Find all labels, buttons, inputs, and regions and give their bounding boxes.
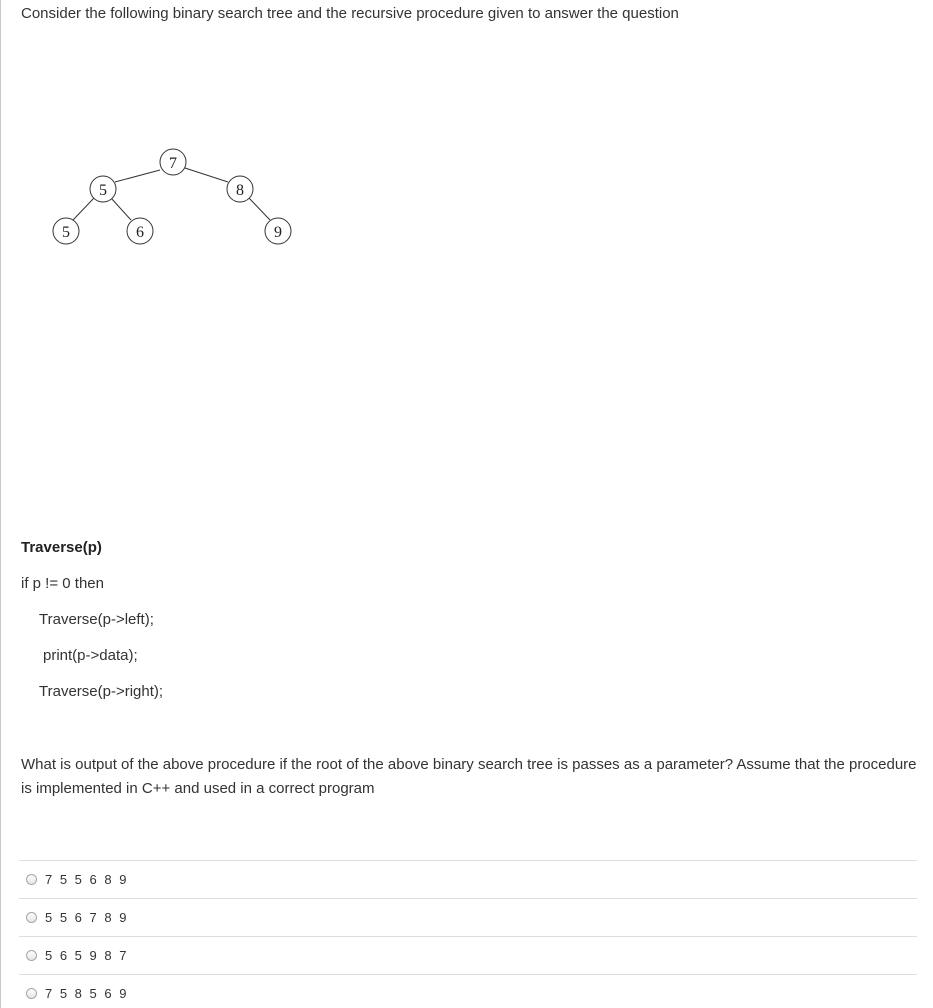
tree-node-left-left bbox=[53, 218, 79, 244]
answer-option-label: 7 5 8 5 6 9 bbox=[45, 986, 129, 1001]
tree-node-right-right bbox=[265, 218, 291, 244]
edge-7-5 bbox=[115, 170, 160, 182]
tree-node-right-label: 8 bbox=[236, 182, 244, 199]
edge-7-8 bbox=[185, 168, 228, 182]
tree-node-left-left-label: 5 bbox=[62, 224, 70, 241]
answer-option-label: 7 5 5 6 8 9 bbox=[45, 872, 129, 887]
answer-option-4[interactable] bbox=[19, 974, 917, 1008]
edge-5-5 bbox=[73, 198, 94, 220]
procedure-line-traverse-left: Traverse(p->left); bbox=[39, 611, 154, 628]
radio-button[interactable] bbox=[26, 874, 37, 885]
radio-button[interactable] bbox=[26, 912, 37, 923]
answer-option-label: 5 6 5 9 8 7 bbox=[45, 948, 129, 963]
tree-node-left-right bbox=[127, 218, 153, 244]
answer-option-label: 5 5 6 7 8 9 bbox=[45, 910, 129, 925]
tree-node-root-label: 7 bbox=[169, 155, 177, 172]
edge-5-6 bbox=[111, 198, 131, 220]
answer-option-1[interactable] bbox=[19, 860, 917, 898]
radio-button[interactable] bbox=[26, 950, 37, 961]
question-intro: Consider the following binary search tree and the recursive procedure given to answer the question bbox=[21, 5, 679, 22]
tree-node-left bbox=[90, 176, 116, 202]
procedure-line-print: print(p->data); bbox=[43, 647, 138, 664]
radio-button[interactable] bbox=[26, 988, 37, 999]
procedure-title: Traverse(p) bbox=[21, 539, 102, 556]
tree-node-left-right-label: 6 bbox=[136, 224, 144, 241]
answer-options bbox=[19, 860, 917, 1008]
tree-node-left-label: 5 bbox=[99, 182, 107, 199]
tree-node-right-right-label: 9 bbox=[274, 224, 282, 241]
question-prompt: What is output of the above procedure if the root of the above binary search tree is passes as a parameter? Assume that the procedure is implemented in C++ and used in a correct program bbox=[21, 756, 917, 797]
answer-option-3[interactable] bbox=[19, 936, 917, 974]
answer-option-2[interactable] bbox=[19, 898, 917, 936]
binary-search-tree-diagram bbox=[0, 0, 320, 260]
tree-node-right bbox=[227, 176, 253, 202]
procedure-line-condition: if p != 0 then bbox=[21, 575, 104, 592]
edge-8-9 bbox=[249, 198, 270, 220]
tree-node-root bbox=[160, 149, 186, 175]
procedure-line-traverse-right: Traverse(p->right); bbox=[39, 683, 164, 700]
